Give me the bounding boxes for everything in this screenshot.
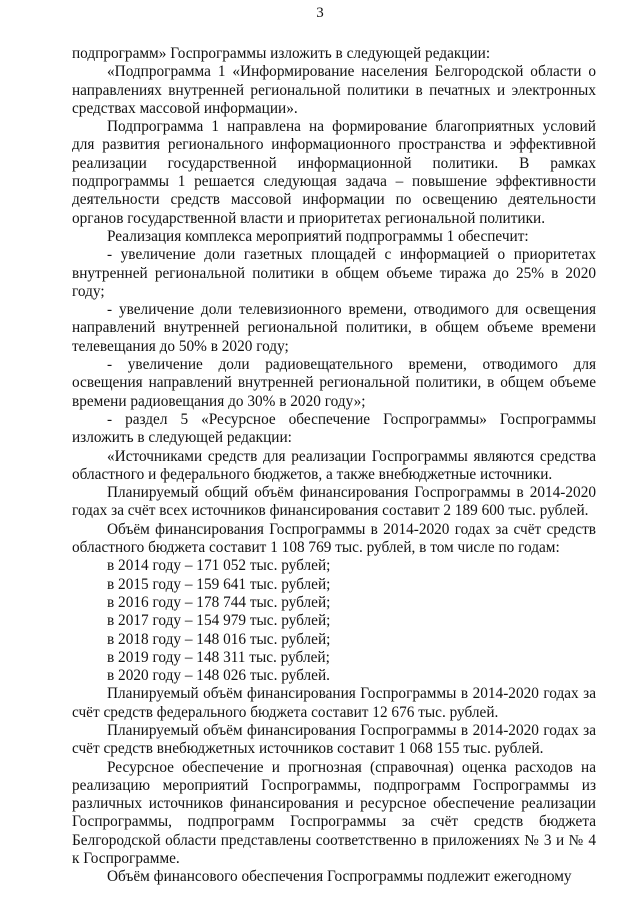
paragraph: Объём финансирования Госпрограммы в 2014-2020 годах за счёт средств областного бюджета составит 1 108 769 тыс. рублей, в том числе по годам: [72, 520, 596, 557]
paragraph: - увеличение доли радиовещательного времени, отводимого для освещения направлений внутренней региональной политики, в общем объеме времени радиовещания до 30% в 2020 году»; [72, 356, 596, 410]
paragraph: Ресурсное обеспечение и прогнозная (справочная) оценка расходов на реализацию мероприятий Госпрограммы, подпрограмм Госпрограммы из различных источников финансирования и ресурсное обеспечение реализации Госпрограммы, подпрограмм Госпрограммы за счёт средств бюджета Белгородской области представлены соответственно в приложениях № 3 и № 4 к Госпрограмме. [72, 758, 596, 868]
paragraph: Планируемый общий объём финансирования Госпрограммы в 2014-2020 годах за счёт всех источников финансирования составит 2 189 600 тыс. рублей. [72, 484, 596, 520]
paragraph: - раздел 5 «Ресурсное обеспечение Госпрограммы» Госпрограммы изложить в следующей редакции: [72, 410, 596, 447]
page-number: 3 [316, 5, 324, 21]
document-body [72, 45, 596, 887]
paragraph: Планируемый объём финансирования Госпрограммы в 2014-2020 годах за счёт средств внебюджетных источников составит 1 068 155 тыс. рублей. [72, 721, 596, 758]
paragraph: Планируемый объём финансирования Госпрограммы в 2014-2020 годах за счёт средств федерального бюджета составит 12 676 тыс. рублей. [72, 685, 596, 721]
paragraph: «Источниками средств для реализации Госпрограммы являются средства областного и федерального бюджетов, а также внебюджетные источники. [72, 447, 596, 483]
paragraph: Реализация комплекса мероприятий подпрограммы 1 обеспечит: [107, 227, 529, 245]
paragraph-block-top [72, 45, 596, 557]
paragraph: «Подпрограмма 1 «Информирование населения Белгородской области о направлениях внутренней региональной политики в печатных и электронных средствах массовой информации». [72, 63, 596, 117]
funding-by-year-list [72, 557, 596, 685]
paragraph: - увеличение доли телевизионного времени, отводимого для освещения направлений внутренней региональной политики, в общем объеме времени телевещания до 50% в 2020 году; [72, 301, 596, 355]
paragraph-block-bottom [72, 685, 596, 886]
list-item: в 2018 году – 148 016 тыс. рублей; [107, 630, 331, 648]
list-item: в 2017 году – 154 979 тыс. рублей; [107, 612, 331, 630]
list-item: в 2016 году – 178 744 тыс. рублей; [107, 593, 331, 611]
paragraph: Объём финансового обеспечения Госпрограммы подлежит ежегодному [107, 868, 572, 886]
list-item: в 2019 году – 148 311 тыс. рублей; [107, 648, 330, 666]
paragraph: Подпрограмма 1 направлена на формирование благоприятных условий для развития регионального информационного пространства и эффективной реализации государственной информационной политики. В рамках подпрограммы 1 решается следующая задача – повышение эффективности деятельности средств массовой информации по освещению деятельности органов государственной власти и приоритетах региональной политики. [72, 118, 596, 227]
list-item: в 2020 году – 148 026 тыс. рублей. [107, 667, 330, 685]
paragraph: - увеличение доли газетных площадей с информацией о приоритетах внутренней региональной политики в общем объеме тиража до 25% в 2020 году; [72, 246, 596, 300]
list-item: в 2014 году – 171 052 тыс. рублей; [107, 557, 331, 575]
list-item: в 2015 году – 159 641 тыс. рублей; [107, 575, 331, 593]
paragraph: подпрограмм» Госпрограммы изложить в следующей редакции: [72, 45, 491, 62]
